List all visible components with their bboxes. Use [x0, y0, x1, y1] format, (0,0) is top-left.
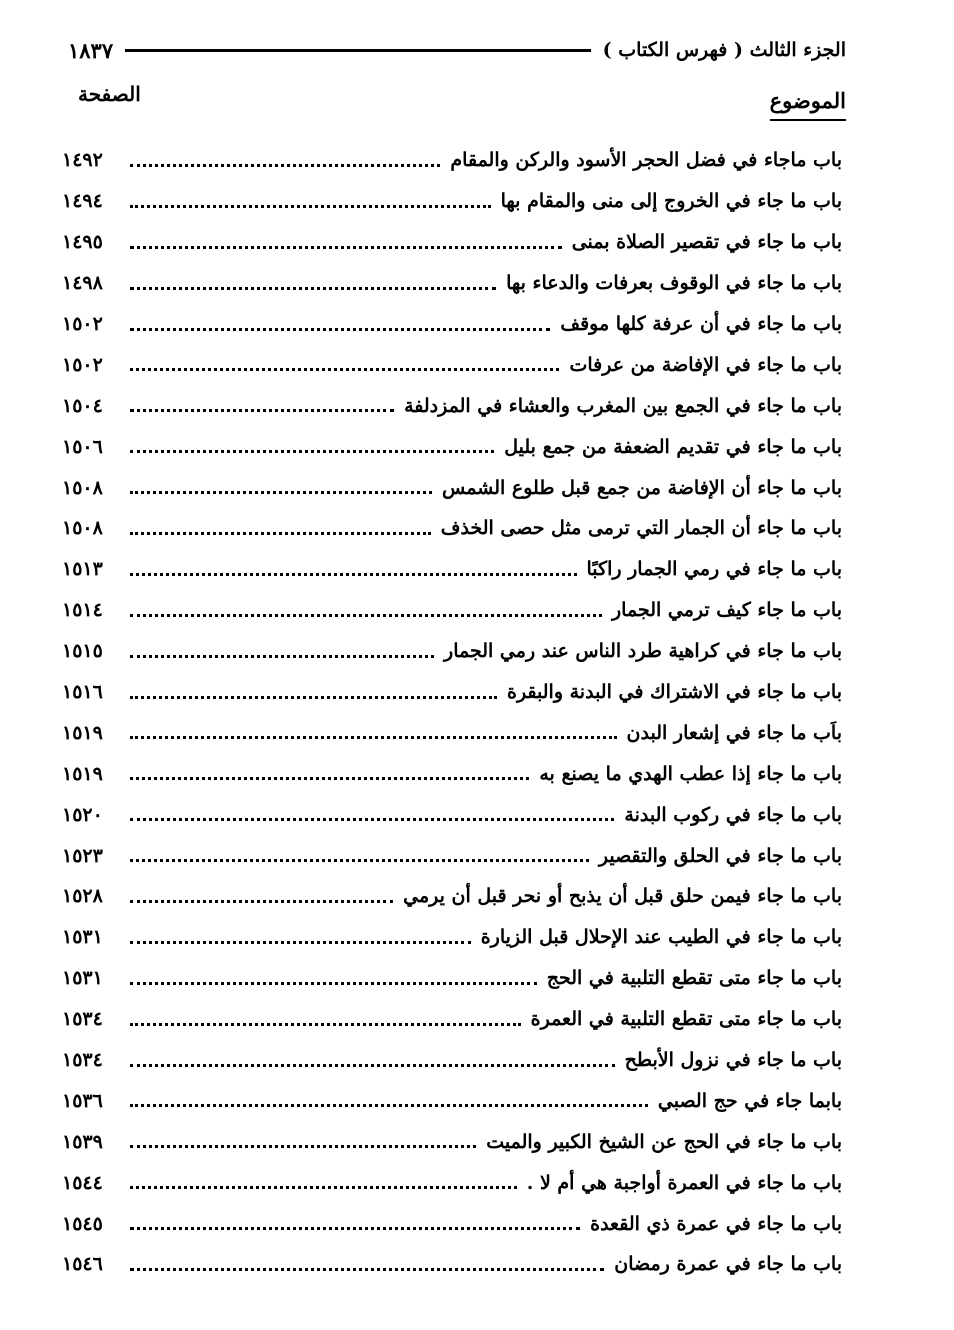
entry-page-number: ١٥٢٣	[62, 844, 103, 867]
entry-title: باب ما جاء في الحلق والتقصير	[598, 844, 842, 867]
entry-title: باب ما جاء في رمي الجمار راكبًا	[586, 558, 842, 581]
dot-leader	[130, 573, 577, 576]
topic-column-heading: الموضوع	[770, 88, 846, 121]
dot-leader	[130, 655, 434, 658]
index-entry	[62, 1040, 842, 1081]
index-entry	[62, 712, 842, 753]
index-entry	[62, 590, 842, 631]
index-entry	[62, 508, 842, 549]
entry-title: باب ما جاء في الطيب عند الإحلال قبل الزيارة	[480, 926, 842, 949]
dot-leader	[130, 614, 602, 617]
dot-leader	[130, 368, 559, 371]
index-entry	[62, 672, 842, 713]
entry-title: باَب ما جاء في إشعار البدن	[626, 721, 842, 744]
dot-leader	[130, 1104, 648, 1107]
index-entry	[62, 222, 842, 263]
dot-leader	[130, 450, 494, 453]
entry-page-number: ١٥٠٢	[62, 353, 103, 376]
entry-title: باب ما جاء إذا عطب الهدي ما يصنع به	[539, 762, 842, 785]
entry-page-number: ١٥١٩	[62, 721, 103, 744]
index-entry	[62, 1244, 842, 1285]
index-entry	[62, 753, 842, 794]
dot-leader	[130, 164, 440, 167]
entry-title: باب ما جاء أن الجمار التي ترمى مثل حصى الخذف	[440, 517, 842, 540]
entry-page-number: ١٥٤٦	[62, 1253, 103, 1276]
entry-page-number: ١٥٣١	[62, 967, 103, 990]
entry-page-number: ١٥١٤	[62, 599, 103, 622]
entry-page-number: ١٥١٥	[62, 640, 103, 663]
index-list	[62, 140, 842, 1285]
index-entry	[62, 304, 842, 345]
dot-leader	[130, 696, 497, 699]
index-entry	[62, 181, 842, 222]
dot-leader	[130, 246, 562, 249]
dot-leader	[130, 409, 394, 412]
dot-leader	[130, 1064, 615, 1067]
entry-title: باب ما جاء في الحج عن الشيخ الكبير والميت	[486, 1130, 842, 1153]
entry-page-number: ١٥٣٤	[62, 1008, 103, 1031]
index-entry	[62, 140, 842, 181]
entry-page-number: ١٥١٦	[62, 681, 103, 704]
entry-title: باب ما جاء فيمن حلق قبل أن يذبح أو نحر قبل أن يرمي	[403, 885, 842, 908]
entry-title: باب ماجاء في فضل الحجر الأسود والركن والمقام	[450, 149, 842, 172]
entry-title: باب ما جاء في الجمع بين المغرب والعشاء في المزدلفة	[404, 394, 842, 417]
entry-title: باب ما جاء في تقصير الصلاة بمنى	[571, 231, 842, 254]
index-entry	[62, 835, 842, 876]
entry-page-number: ١٥٢٨	[62, 885, 103, 908]
entry-title: باب ما جاء في عمرة رمضان	[614, 1253, 842, 1276]
index-entry	[62, 631, 842, 672]
dot-leader	[130, 1268, 604, 1271]
dot-leader	[130, 328, 550, 331]
entry-page-number: ١٤٩٢	[62, 149, 103, 172]
index-entry	[62, 549, 842, 590]
index-entry	[62, 958, 842, 999]
index-entry	[62, 344, 842, 385]
entry-page-number: ١٥٤٤	[62, 1171, 103, 1194]
entry-page-number: ١٥٣٦	[62, 1089, 103, 1112]
entry-title: بابما جاء في حج الصبي	[657, 1089, 842, 1112]
entry-title: باب ما جاء في الوقوف بعرفات والدعاء بها	[506, 272, 842, 295]
entry-title: باب ما جاء في عمرة ذي القعدة	[590, 1212, 842, 1235]
entry-page-number: ١٥٠٢	[62, 313, 103, 335]
dot-leader	[130, 900, 393, 903]
entry-page-number: ١٥٣٩	[62, 1130, 103, 1153]
entry-title: باب ما جاء متى تقطع التلبية في العمرة	[530, 1008, 842, 1031]
entry-title: باب ما جاء في الخروج إلى منى والمقام بها	[500, 190, 842, 213]
dot-leader	[130, 1145, 476, 1148]
index-entry	[62, 1080, 842, 1121]
entry-page-number: ١٤٩٥	[62, 231, 103, 254]
dot-leader	[130, 491, 432, 494]
entry-title: باب ما جاء في الإفاضة من عرفات	[569, 353, 842, 376]
index-entry	[62, 385, 842, 426]
entry-title: باب ما جاء كيف ترمي الجمار	[612, 599, 842, 622]
index-entry	[62, 1162, 842, 1203]
entry-title: باب ما جاء أن الإفاضة من جمع قبل طلوع الشمس	[442, 476, 842, 499]
dot-leader	[130, 1186, 517, 1189]
index-entry	[62, 876, 842, 917]
dot-leader	[130, 532, 431, 535]
entry-page-number: ١٤٩٨	[62, 272, 103, 295]
dot-leader	[130, 859, 589, 862]
entry-title: باب ما جاء في كراهية طرد الناس عند رمي الجمار	[444, 640, 842, 663]
entry-page-number: ١٥٤٥	[62, 1212, 103, 1235]
entry-title: باب ما جاء في العمرة أواجبة هي أم لا .	[526, 1171, 842, 1194]
entry-title: باب ما جاء في الاشتراك في البدنة والبقرة	[506, 681, 842, 704]
dot-leader	[130, 287, 496, 290]
dot-leader	[130, 1023, 521, 1026]
dot-leader	[130, 818, 614, 821]
running-header	[68, 32, 846, 68]
entry-page-number: ١٥٠٨	[62, 476, 103, 499]
entry-title: باب ما جاء في نزول الأبطح	[624, 1049, 842, 1072]
index-entry	[62, 263, 842, 304]
index-entry	[62, 917, 842, 958]
header-rule	[125, 49, 591, 52]
entry-page-number: ١٥١٣	[62, 558, 103, 581]
dot-leader	[130, 205, 491, 208]
entry-title: باب ما جاء في أن عرفة كلها موقف	[560, 313, 842, 335]
index-entry	[62, 999, 842, 1040]
dot-leader	[130, 736, 617, 739]
entry-title: باب ما جاء متى تقطع التلبية في الحج	[546, 967, 842, 990]
entry-title: باب ما جاء في تقديم الضعفة من جمع بليل	[504, 435, 842, 458]
entry-page-number: ١٥٣٤	[62, 1049, 103, 1072]
entry-page-number: ١٥٢٠	[62, 803, 103, 826]
index-entry	[62, 794, 842, 835]
index-entry	[62, 1121, 842, 1162]
running-title: الجزء الثالث ( فهرس الكتاب )	[602, 39, 846, 61]
entry-page-number: ١٥٠٦	[62, 435, 103, 458]
page-column-heading: الصفحة	[78, 82, 141, 106]
dot-leader	[130, 941, 471, 944]
entry-page-number: ١٥٠٨	[62, 517, 103, 540]
index-entry	[62, 467, 842, 508]
entry-page-number: ١٥٠٤	[62, 394, 103, 417]
dot-leader	[130, 982, 537, 985]
dot-leader	[130, 777, 529, 780]
entry-page-number: ١٤٩٤	[62, 190, 103, 213]
entry-page-number: ١٥١٩	[62, 762, 103, 785]
entry-page-number: ١٥٣١	[62, 926, 103, 949]
dot-leader	[130, 1227, 580, 1230]
index-entry	[62, 1203, 842, 1244]
page-number: ١٨٣٧	[68, 37, 114, 63]
entry-title: باب ما جاء في ركوب البدنة	[624, 803, 842, 826]
index-entry	[62, 426, 842, 467]
